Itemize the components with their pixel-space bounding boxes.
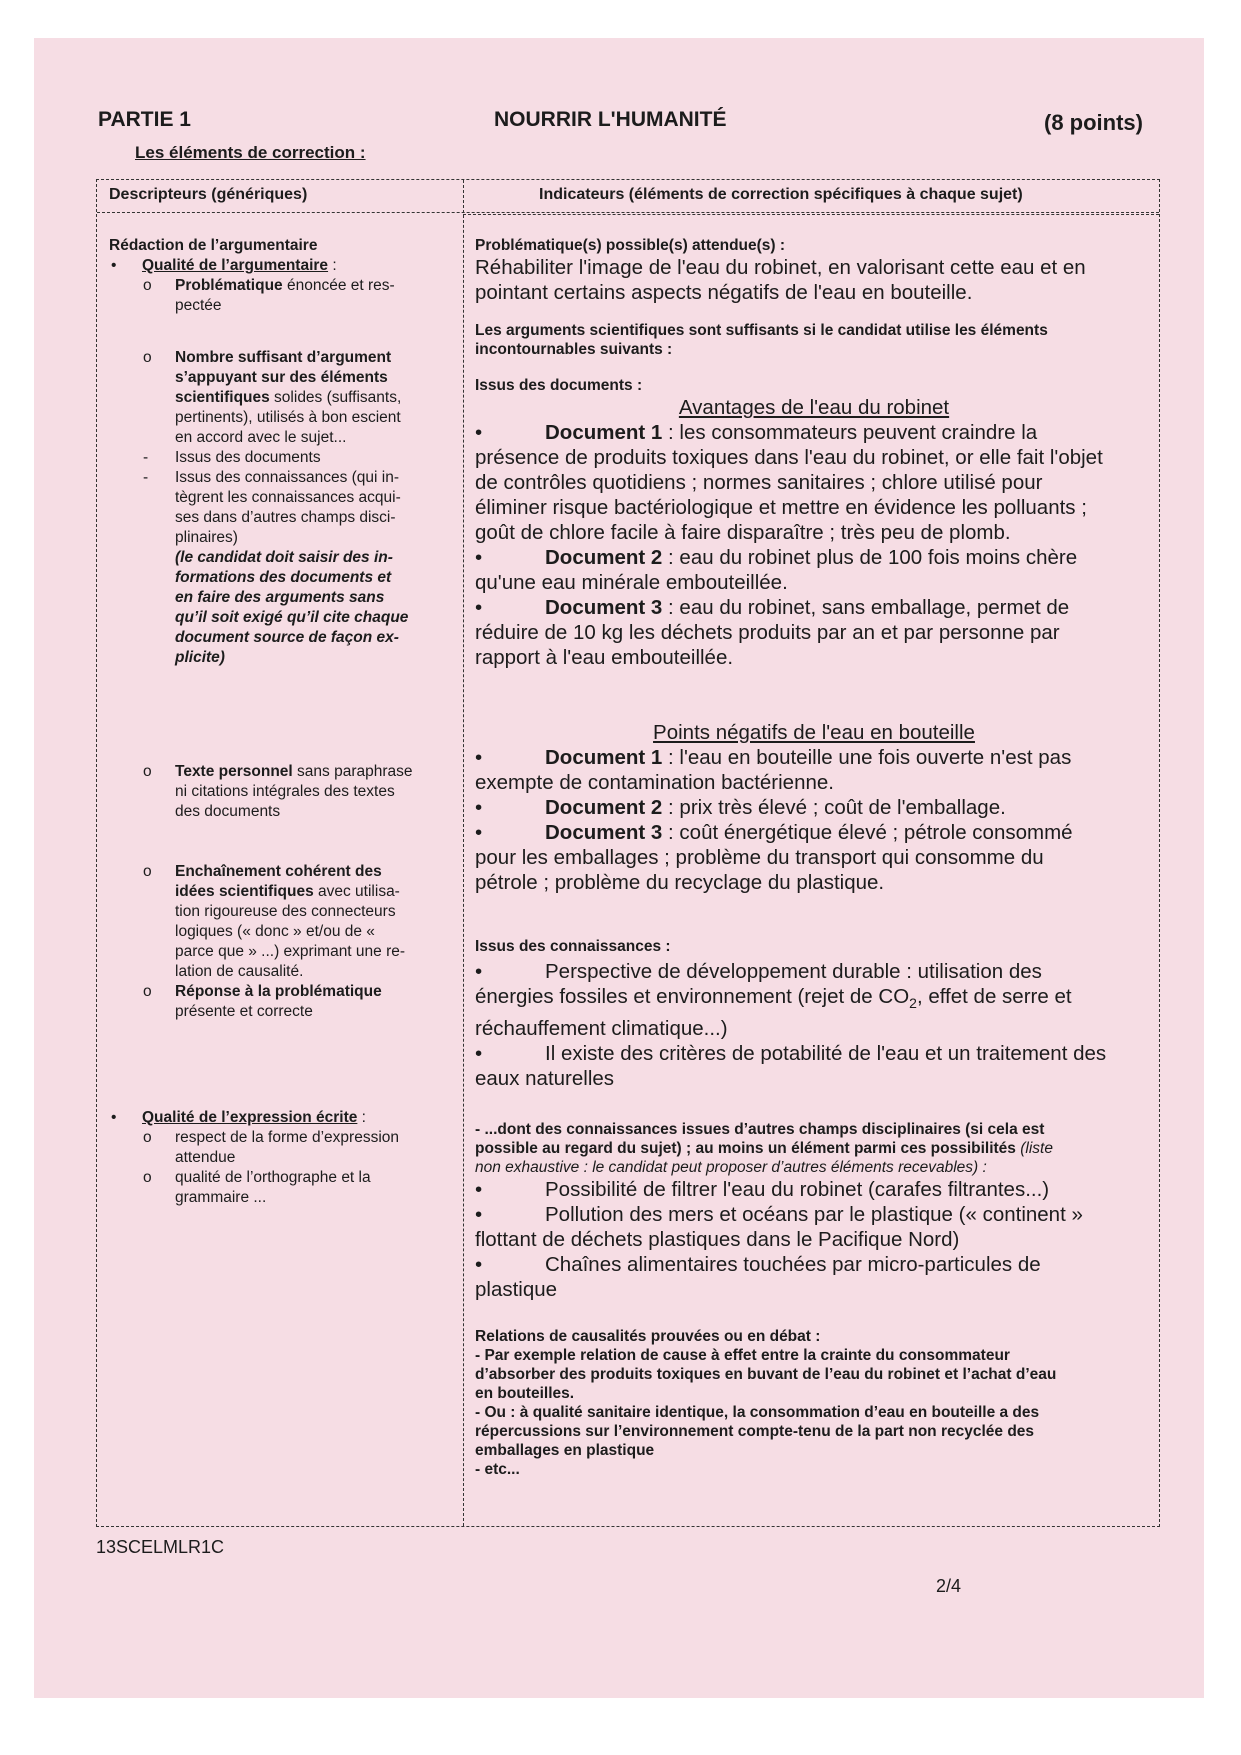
doc1-label: Document 1 (545, 421, 663, 444)
neg3-line1: : coût énergétique élevé ; pétrole consommé (662, 821, 1073, 844)
issus-conn-head: Issus des connaissances : (475, 938, 671, 955)
ench-line1: Enchaînement cohérent des (175, 863, 382, 880)
prob-text-line1: Réhabiliter l'image de l'eau du robinet, en valorisant cette eau et en (475, 256, 1086, 279)
poss1-item: • Possibilité de filtrer l'eau du robinet (carafes filtrantes...) (475, 1178, 1050, 1201)
neg2-item: • Document 2 : prix très élevé ; coût de l'emballage. (475, 796, 1006, 819)
right-arguments (475, 321, 1153, 359)
dont-line3: non exhaustive : le candidat peut proposer d’autres éléments recevables) : (475, 1159, 987, 1176)
rel-line1: - Par exemple relation de cause à effet entre la crainte du consommateur (475, 1347, 1010, 1364)
left-nombre: o Nombre suffisant d’argument s’appuyant sur des éléments scientifiques solides (suffisants, pertinents), utilisés à bon escient en accord avec le sujet... - Issus des documents - Issus des connaissances (qui in- tègrent les connaissances acqui- ses dans d’autres champs disci- plinaires) (le candidat doit saisir des in- formations des documents et en faire des arguments sans qu’il soit exigé qu’il cite chaque document source de façon ex- plicite) (143, 349, 409, 666)
qual-arg-label: Qualité de l’argumentaire (142, 257, 329, 274)
rel-line5: répercussions sur l’environnement compte-tenu de la part non recyclée des (475, 1423, 1035, 1440)
left-enchainement: o Enchaînement cohérent des idées scientifiques avec utilisa- tion rigoureuse des connecteurs logiques (« donc » et/ou de « parce que » ...) exprimant une re- lation de causalité. o Réponse à la problématique présente et correcte (143, 863, 406, 1020)
candidat-line5: document source de façon ex- (175, 629, 399, 646)
partie-label: PARTIE 1 (98, 108, 191, 131)
poss3-item: • Chaînes alimentaires touchées par micro-particules de (475, 1253, 1041, 1276)
qualite-line2: grammaire ... (175, 1189, 267, 1206)
candidat-line4: qu’il soit exigé qu’il cite chaque (175, 609, 409, 626)
issus-docs-head: Issus des documents : (475, 377, 643, 394)
issus-docs-left: Issus des documents (175, 449, 321, 466)
doc3-item: • Document 3 : eau du robinet, sans emballage, permet de (475, 596, 1070, 619)
redaction-heading: Rédaction de l’argumentaire (109, 237, 318, 254)
column-header-descripteurs: Descripteurs (génériques) (109, 186, 308, 203)
conn1-line3: réchauffement climatique...) (475, 1017, 728, 1041)
document-code: 13SCELMLR1C (96, 1537, 225, 1557)
neg3-line2: pour les emballages ; problème du transport qui consomme du (475, 846, 1044, 869)
right-negatifs (475, 720, 1153, 895)
conn1-line2a: énergies fossiles et environnement (rejet de CO (475, 985, 910, 1008)
doc1-item: • Document 1 : les consommateurs peuvent craindre la (475, 421, 1038, 444)
right-relations (475, 1327, 1153, 1479)
neg2-label: Document 2 (545, 796, 663, 819)
nombre-line5: en accord avec le sujet... (175, 429, 347, 446)
dont-line1: - ...dont des connaissances issues d’autres champs disciplinaires (si cela est (475, 1121, 1045, 1138)
header-divider-left (97, 212, 1159, 213)
qualite-line1: qualité de l’orthographe et la (175, 1169, 371, 1186)
left-texte: o Texte personnel sans paraphrase ni citations intégrales des textes des documents (143, 763, 413, 820)
neg1-label: Document 1 (545, 746, 663, 769)
neg3-line3: pétrole ; problème du recyclage du plastique. (475, 871, 885, 894)
right-issus-docs (475, 376, 1153, 670)
prob-bold: Problématique (175, 277, 283, 294)
qual-expr-colon: : (357, 1109, 366, 1126)
conn1-line2 (475, 984, 1153, 1016)
rel-line6: emballages en plastique (475, 1442, 655, 1459)
conn1-line1: Perspective de développement durable : utilisation des (545, 960, 1042, 983)
column-divider (463, 180, 464, 1526)
rel-line7: - etc... (475, 1461, 520, 1478)
neg1-line1: : l'eau en bouteille une fois ouverte n'est pas (662, 746, 1072, 769)
neg3-label: Document 3 (545, 821, 663, 844)
respect-line2: attendue (175, 1149, 236, 1166)
issus-conn-line1: Issus des connaissances (qui in- (175, 469, 400, 486)
doc3-line3: rapport à l'eau embouteillée. (475, 646, 734, 669)
qual-expr-label: Qualité de l’expression écrite (142, 1109, 358, 1126)
candidat-line6: plicite) (175, 649, 225, 666)
prob-item: o Problématique énoncée et res- pectée (143, 277, 395, 314)
texte-line2: ni citations intégrales des textes (175, 783, 395, 800)
left-redaction (109, 236, 454, 316)
conn1-item: • Perspective de développement durable : utilisation des (475, 960, 1042, 983)
doc3-line2: réduire de 10 kg les déchets produits par an et par personne par (475, 621, 1060, 644)
doc2-line2: qu'une eau minérale embouteillée. (475, 571, 788, 594)
neg3-item: • Document 3 : coût énergétique élevé ; pétrole consommé (475, 821, 1073, 844)
neg2-line1: : prix très élevé ; coût de l'emballage. (662, 796, 1006, 819)
page-number: 2/4 (936, 1576, 962, 1596)
candidat-line1: (le candidat doit saisir des in- (175, 549, 393, 566)
poss2-item: • Pollution des mers et océans par le plastique (« continent » (475, 1203, 1083, 1226)
conn2-line2: eaux naturelles (475, 1067, 615, 1091)
ench-line3: tion rigoureuse des connecteurs (175, 903, 396, 920)
nombre-line1: Nombre suffisant d’argument (175, 349, 392, 366)
doc1-line3: de contrôles quotidiens ; normes sanitaires ; chlore utilisé pour (475, 471, 1043, 494)
poss2-line2: flottant de déchets plastiques dans le Pacifique Nord) (475, 1228, 960, 1251)
dont-line2 (475, 1139, 1153, 1158)
poss2-line1: Pollution des mers et océans par le plastique (« continent » (545, 1203, 1083, 1226)
candidat-line2: formations des documents et (175, 569, 392, 586)
nombre-line3: solides (suffisants, (269, 389, 402, 406)
nombre-line4: pertinents), utilisés à bon escient (175, 409, 401, 426)
reponse-bold: Réponse à la problématique (175, 983, 382, 1000)
negatifs-heading: Points négatifs de l'eau en bouteille (653, 721, 975, 744)
prob-line2: pectée (175, 297, 222, 314)
poss1-text: Possibilité de filtrer l'eau du robinet (carafes filtrantes...) (545, 1178, 1050, 1201)
conn2-line1: Il existe des critères de potabilité de l'eau et un traitement des (545, 1042, 1107, 1066)
dont-line2-italic: (liste (1015, 1140, 1053, 1157)
respect-line1: respect de la forme d’expression (175, 1129, 400, 1146)
header-divider-right (463, 214, 1159, 215)
column-header-indicateurs: Indicateurs (éléments de correction spécifiques à chaque sujet) (539, 186, 1023, 203)
page-title: NOURRIR L'HUMANITÉ (494, 108, 727, 131)
avantages-heading: Avantages de l'eau du robinet (678, 396, 950, 419)
rel-head: Relations de causalités prouvées ou en débat : (475, 1328, 821, 1345)
qual-arg-item: • Qualité de l’argumentaire : (111, 257, 337, 274)
rel-line2: d’absorber des produits toxiques en buvant de l’eau du robinet et l’achat d’eau (475, 1366, 1057, 1383)
args-line1: Les arguments scientifiques sont suffisants si le candidat utilise les éléments (475, 322, 1048, 339)
rel-line3: en bouteilles. (475, 1385, 575, 1402)
doc1-line4: éliminer risque bactériologique et mettre en évidence les polluants ; (475, 496, 1087, 519)
right-problematique (475, 236, 1153, 305)
conn1-line2b: , effet de serre et (916, 985, 1072, 1008)
ench-line2-bold: idées scientifiques (175, 883, 314, 900)
left-expression: • Qualité de l’expression écrite : o respect de la forme d’expression attendue o qualité de l’orthographe et la grammaire ... (111, 1109, 400, 1206)
issus-conn-line2: tègrent les connaissances acqui- (175, 489, 401, 506)
ench-line4: logiques (« donc » et/ou de « (175, 923, 375, 940)
qual-arg-colon: : (328, 257, 337, 274)
ench-line2: avec utilisa- (313, 883, 400, 900)
ench-line5: parce que » ...) exprimant une re- (175, 943, 406, 960)
points-label: (8 points) (1044, 110, 1143, 135)
doc1-line5: goût de chlore facile à faire disparaître ; très peu de plomb. (475, 521, 1011, 544)
nombre-line3-bold: scientifiques (175, 389, 270, 406)
reponse-line2: présente et correcte (175, 1003, 313, 1020)
conn1-sub: 2 (909, 995, 917, 1012)
page-header (98, 108, 1143, 148)
neg1-line2: exempte de contamination bactérienne. (475, 771, 834, 794)
correction-table (96, 179, 1160, 1527)
nombre-line2: s’appuyant sur des éléments (175, 369, 388, 386)
issus-conn-line4: plinaires) (175, 529, 238, 546)
prob-line1: énoncée et res- (282, 277, 395, 294)
doc1-line1: : les consommateurs peuvent craindre la (662, 421, 1038, 444)
poss3-line1: Chaînes alimentaires touchées par micro-particules de (545, 1253, 1041, 1276)
doc1-line2: présence de produits toxiques dans l'eau du robinet, or elle fait l'objet (475, 446, 1103, 469)
rel-line4: - Ou : à qualité sanitaire identique, la consommation d’eau en bouteille a des (475, 1404, 1040, 1421)
texte-line1: sans paraphrase (292, 763, 413, 780)
doc2-item: • Document 2 : eau du robinet plus de 100 fois moins chère (475, 546, 1078, 569)
args-line2: incontournables suivants : (475, 341, 673, 358)
doc2-line1: : eau du robinet plus de 100 fois moins chère (662, 546, 1078, 569)
neg1-item: • Document 1 : l'eau en bouteille une fois ouverte n'est pas (475, 746, 1072, 769)
prob-head: Problématique(s) possible(s) attendue(s) : (475, 237, 786, 254)
right-issus-conn (475, 937, 1153, 1091)
texte-line3: des documents (175, 803, 281, 820)
doc2-label: Document 2 (545, 546, 663, 569)
conn2-item: • Il existe des critères de potabilité de l'eau et un traitement des (475, 1042, 1107, 1066)
candidat-line3: en faire des arguments sans (175, 589, 385, 606)
poss3-line2: plastique (475, 1278, 558, 1301)
correction-subtitle: Les éléments de correction : (135, 143, 366, 162)
ench-line6: lation de causalité. (175, 963, 304, 980)
texte-bold: Texte personnel (175, 763, 293, 780)
dont-line2-text: possible au regard du sujet) ; au moins un élément parmi ces possibilités (475, 1140, 1016, 1157)
issus-conn-line3: ses dans d’autres champs disci- (175, 509, 396, 526)
doc3-line1: : eau du robinet, sans emballage, permet de (662, 596, 1070, 619)
doc3-label: Document 3 (545, 596, 663, 619)
right-autres-champs (475, 1120, 1153, 1302)
prob-text-line2: pointant certains aspects négatifs de l'eau en bouteille. (475, 281, 973, 304)
